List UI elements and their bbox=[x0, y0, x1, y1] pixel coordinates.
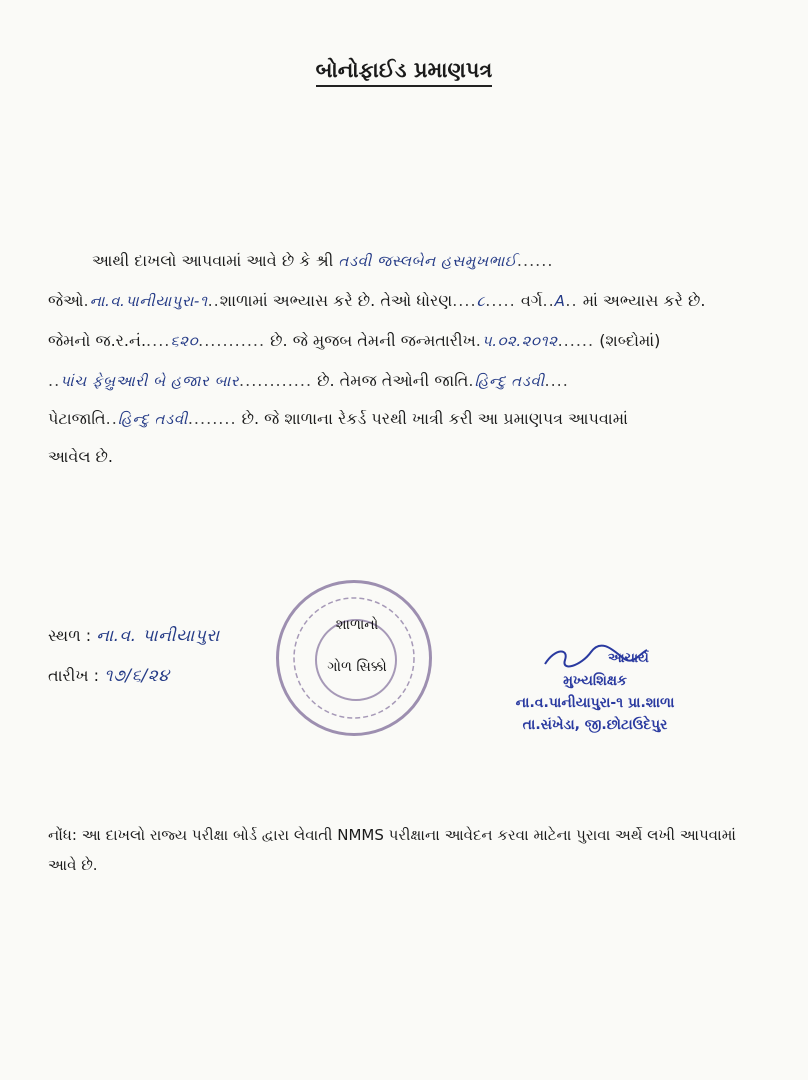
page-title bbox=[0, 58, 808, 83]
line2-suffix: માં અભ્યાસ કરે છે. bbox=[582, 291, 706, 310]
sub-caste: હિન્દુ તડવી bbox=[117, 410, 188, 428]
school-seal bbox=[276, 580, 432, 736]
line2-mid: શાળામાં અભ્યાસ કરે છે. તેઓ ધોરણ bbox=[219, 291, 453, 310]
place-line bbox=[48, 626, 220, 646]
student-name: તડવી જસ્લબેન હસમુખભાઈ bbox=[338, 252, 517, 270]
standard: ૮ bbox=[476, 292, 486, 310]
line3-prefix: જેમનો જ.ર.નં. bbox=[48, 331, 147, 350]
date-line bbox=[48, 666, 169, 686]
body-line-6 bbox=[48, 446, 760, 468]
title-text: બોનોફાઈડ પ્રમાણપત્ર bbox=[316, 58, 493, 87]
date-label: તારીખ : bbox=[48, 666, 100, 685]
date-value: ૧૭/૬/૨૪ bbox=[104, 666, 170, 686]
signature-mark-icon bbox=[500, 644, 690, 670]
caste: હિન્દુ તડવી bbox=[474, 372, 545, 390]
line6: આવેલ છે. bbox=[48, 447, 113, 466]
line2-prefix: જેઓ bbox=[48, 291, 84, 310]
birth-date: ૫.૦૨.૨૦૧૨ bbox=[481, 332, 558, 350]
gr-number: ૬૨૦ bbox=[170, 332, 199, 350]
place-label: સ્થળ : bbox=[48, 626, 92, 645]
school-name: ના.વ.પાનીયાપુરા-૧ bbox=[89, 292, 208, 310]
birth-date-words: પાંચ ફેબ્રુઆરી બે હજાર બાર bbox=[60, 372, 240, 390]
signature-role: આચાર્ય bbox=[608, 651, 649, 666]
line5-suffix: છે. જે શાળાના રેકર્ડ પરથી ખાત્રી કરી આ પ્રમાણપત્ર આપવામાં bbox=[241, 409, 628, 428]
line2-mid2: વર્ગ bbox=[520, 291, 543, 310]
signature-title: મુખ્યશિક્ષક bbox=[563, 673, 627, 689]
signature-school: ના.વ.પાનીયાપુરા-૧ પ્રા.શાળા bbox=[515, 695, 675, 711]
class-division: A bbox=[554, 292, 566, 310]
seal-text-line1: શાળાનો bbox=[335, 617, 379, 633]
place-value: ના.વ. પાનીયાપુરા bbox=[96, 626, 220, 646]
signature-taluka: તા.સંખેડા, જી.છોટાઉદેપુર bbox=[522, 717, 668, 733]
body-line-5: પેટાજાતિ..હિન્દુ તડવી........ છે. જે શાળાના રેકર્ડ પરથી ખાત્રી કરી આ પ્રમાણપત્ર આપવામાં bbox=[48, 409, 628, 428]
line4-mid: છે. તેમજ તેઓની જાતિ bbox=[317, 371, 469, 390]
line3-mid: છે. જે મુજબ તેમની જન્મતારીખ bbox=[270, 331, 476, 350]
footer-note: નોંધ: આ દાખલો રાજ્ય પરીક્ષા બોર્ડ દ્વારા લેવાતી NMMS પરીક્ષાના આવેદન કરવા માટેના પુરાવા અર્થે લખી આપવામાં આવે છે. bbox=[48, 826, 736, 874]
body-line-3: જેમનો જ.ર.નં.....૬૨૦........... છે. જે મુજબ તેમની જન્મતારીખ.૫.૦૨.૨૦૧૨...... (શબ્દોમાં) bbox=[48, 331, 661, 350]
line3-suffix: (શબ્દોમાં) bbox=[599, 331, 661, 350]
body-line-2: જેઓ.ના.વ.પાનીયાપુરા-૧..શાળામાં અભ્યાસ કરે છે. તેઓ ધોરણ....૮..... વર્ગ..A.. માં અભ્યાસ કરે છે. bbox=[48, 291, 706, 310]
signature-block bbox=[500, 644, 690, 736]
seal-text-line2: ગોળ સિક્કો bbox=[327, 659, 387, 675]
body-line-1: આથી દાખલો આપવામાં આવે છે કે શ્રી તડવી જસ્લબેન હસમુખભાઈ...... bbox=[92, 251, 554, 270]
line1-prefix: આથી દાખલો આપવામાં આવે છે કે શ્રી bbox=[92, 251, 334, 270]
line5-prefix: પેટાજાતિ bbox=[48, 409, 106, 428]
body-line-4: ..પાંચ ફેબ્રુઆરી બે હજાર બાર............ છે. તેમજ તેઓની જાતિ.હિન્દુ તડવી.... bbox=[48, 371, 569, 390]
